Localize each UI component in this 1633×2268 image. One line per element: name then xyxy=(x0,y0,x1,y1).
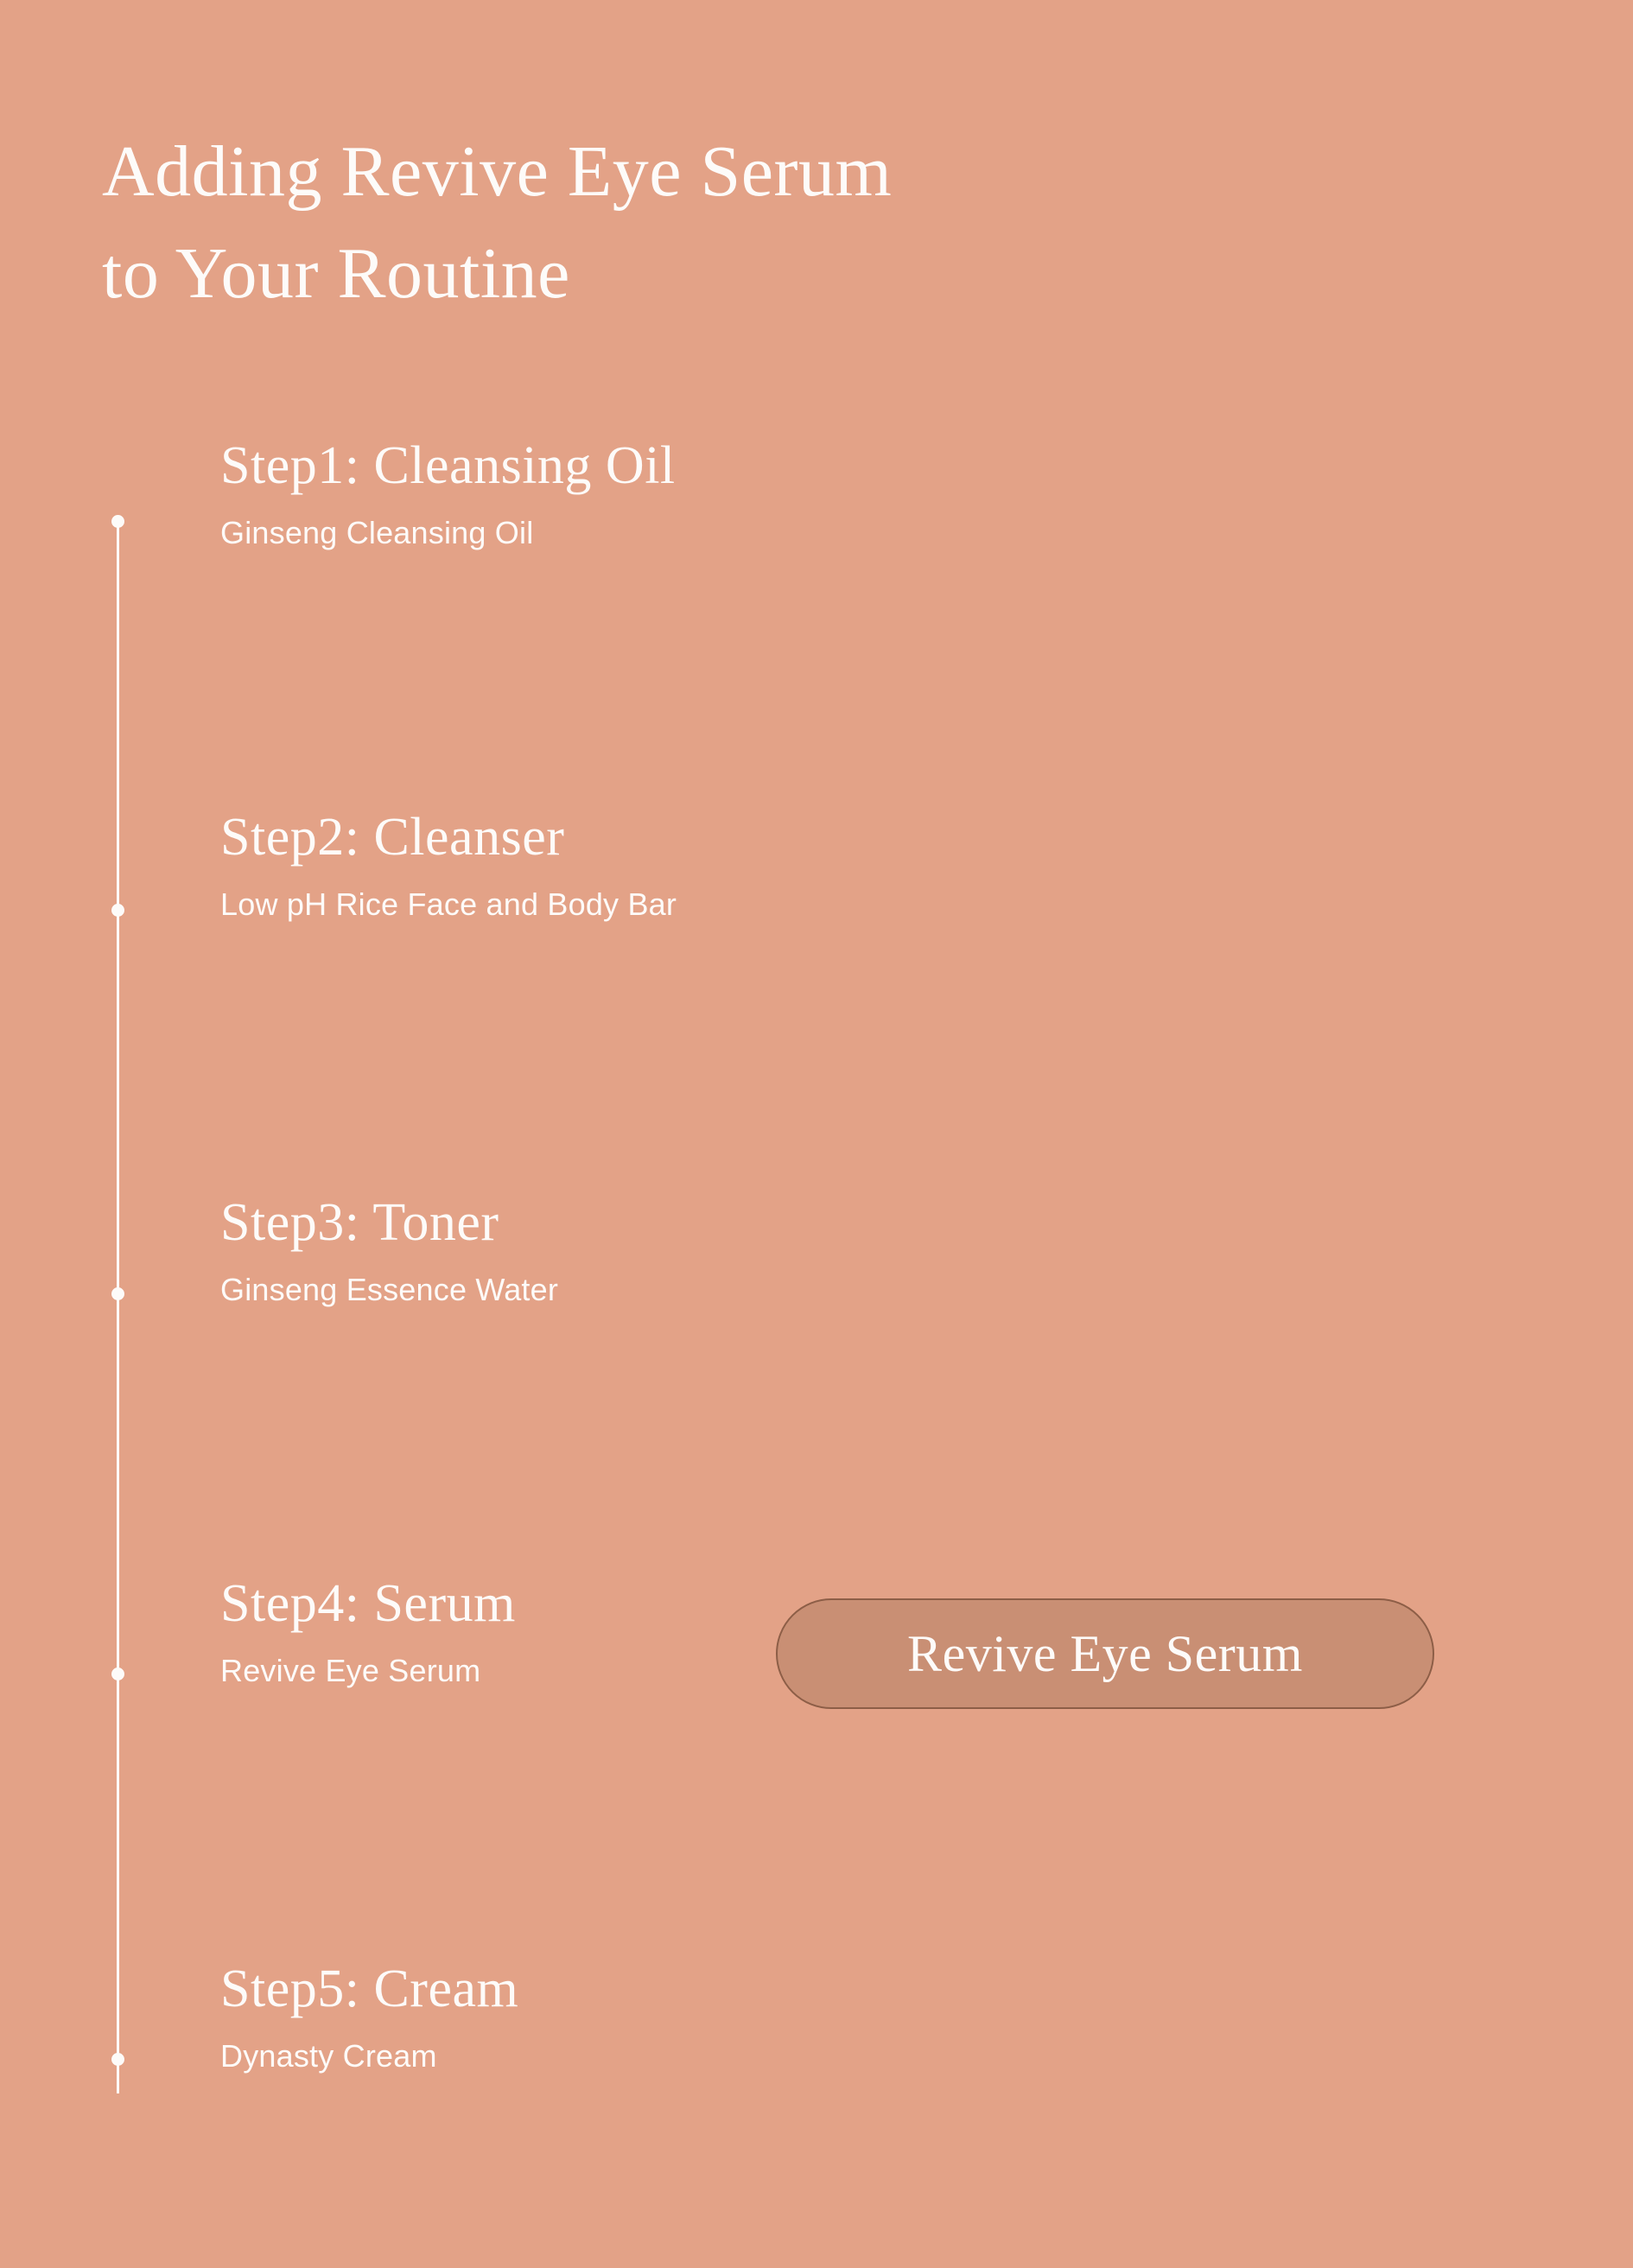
step-item-3 xyxy=(220,1193,558,1308)
timeline-track-lower xyxy=(117,1229,119,2093)
timeline-dot-step-3 xyxy=(111,1287,124,1300)
timeline-dot-step-2 xyxy=(111,904,124,917)
page-title-line-2: to Your Routine xyxy=(102,232,570,314)
timeline-track-upper xyxy=(117,521,119,1229)
step-product-1: Ginseng Cleansing Oil xyxy=(220,515,534,551)
step-title-1: Step1: Cleansing Oil xyxy=(220,436,676,495)
step-item-2 xyxy=(220,808,677,923)
step-title-5: Step5: Cream xyxy=(220,1960,519,2018)
step-title-3: Step3: Toner xyxy=(220,1193,499,1252)
revive-eye-serum-highlight-label: Revive Eye Serum xyxy=(907,1624,1303,1682)
step-product-5: Dynasty Cream xyxy=(220,2038,437,2074)
step-title-2: Step2: Cleanser xyxy=(220,808,565,867)
page-title xyxy=(102,121,1225,324)
page-title-line-1: Adding Revive Eye Serum xyxy=(102,131,893,212)
step-product-3: Ginseng Essence Water xyxy=(220,1272,559,1308)
step-product-2: Low pH Rice Face and Body Bar xyxy=(220,886,677,923)
timeline-dot-step-1 xyxy=(111,515,124,528)
step-title-4: Step4: Serum xyxy=(220,1574,516,1633)
step-item-5 xyxy=(220,1960,518,2074)
timeline-dot-step-5 xyxy=(111,2053,124,2066)
step-product-4: Revive Eye Serum xyxy=(220,1653,481,1689)
revive-eye-serum-highlight-button[interactable] xyxy=(776,1598,1434,1709)
timeline-dot-step-4 xyxy=(111,1668,124,1680)
step-item-4 xyxy=(220,1574,516,1689)
step-item-1 xyxy=(220,436,676,551)
